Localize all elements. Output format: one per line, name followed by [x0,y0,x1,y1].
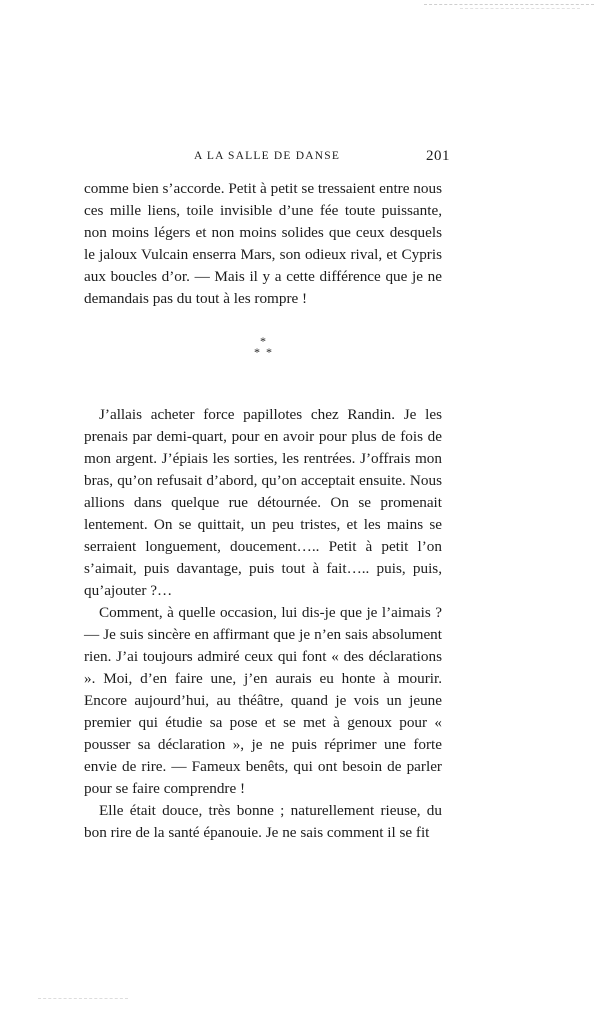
scan-edge-mark [38,998,128,1000]
page-number: 201 [426,148,450,164]
paragraph: Comment, à quelle occasion, lui dis-je que je l’aimais ? — Je suis sincère en affirmant que je n’en sais absolument rien. J’ai toujours admiré ceux qui font « des déclarations ». Moi, d’en faire une, j’en aurais eu honte à mourir. Encore aujourd’hui, au théâtre, quand je vois un jeune premier qui étudie sa pose et se met à genoux pour « pousser sa déclaration », je ne puis réprimer une forte envie de rire. — Fameux benêts, qui ont besoin de parler pour se faire comprendre ! [84,604,442,797]
scan-edge-mark [424,4,594,6]
asterism-left-star: * [254,345,260,359]
text-block-top [84,178,442,310]
scan-edge-mark [460,8,580,10]
text-block-bottom [84,404,442,844]
paragraph: Elle était douce, très bonne ; naturellement rieuse, du bon rire de la santé épanouie. Je ne sais comment il se fit [84,802,442,841]
asterism-right-star: * [266,345,272,359]
running-head [84,150,450,170]
asterism-top-star: * [260,334,266,348]
section-break-asterism [84,336,442,358]
running-title: A LA SALLE DE DANSE [193,150,341,162]
asterism-bottom-row [84,347,442,358]
paragraph-continued: comme bien s’accorde. Petit à petit se tressaient entre nous ces mille liens, toile invisible d’une fée toute puissante, non moins légers et non moins solides que ceux desquels le jaloux Vulcain enserra Mars, son odieux rival, et Cypris aux boucles d’or. — Mais il y a cette différence que je ne demandais pas du tout à les rompre ! [84,180,442,307]
paragraph: J’allais acheter force papillotes chez Randin. Je les prenais par demi-quart, pour en avoir pour plus de fois de mon argent. J’épiais les sorties, les rentrées. J’offrais mon bras, qu’on refusait d’abord, qu’on acceptait ensuite. Nous allions dans quelque rue détournée. On se promenait lentement. On se quittait, un peu tristes, et les mains se serraient longuement, doucement….. Petit à petit l’on s’aimait, puis davantage, puis tout à fait….. puis, puis, qu’ajouter ?… [84,406,442,599]
